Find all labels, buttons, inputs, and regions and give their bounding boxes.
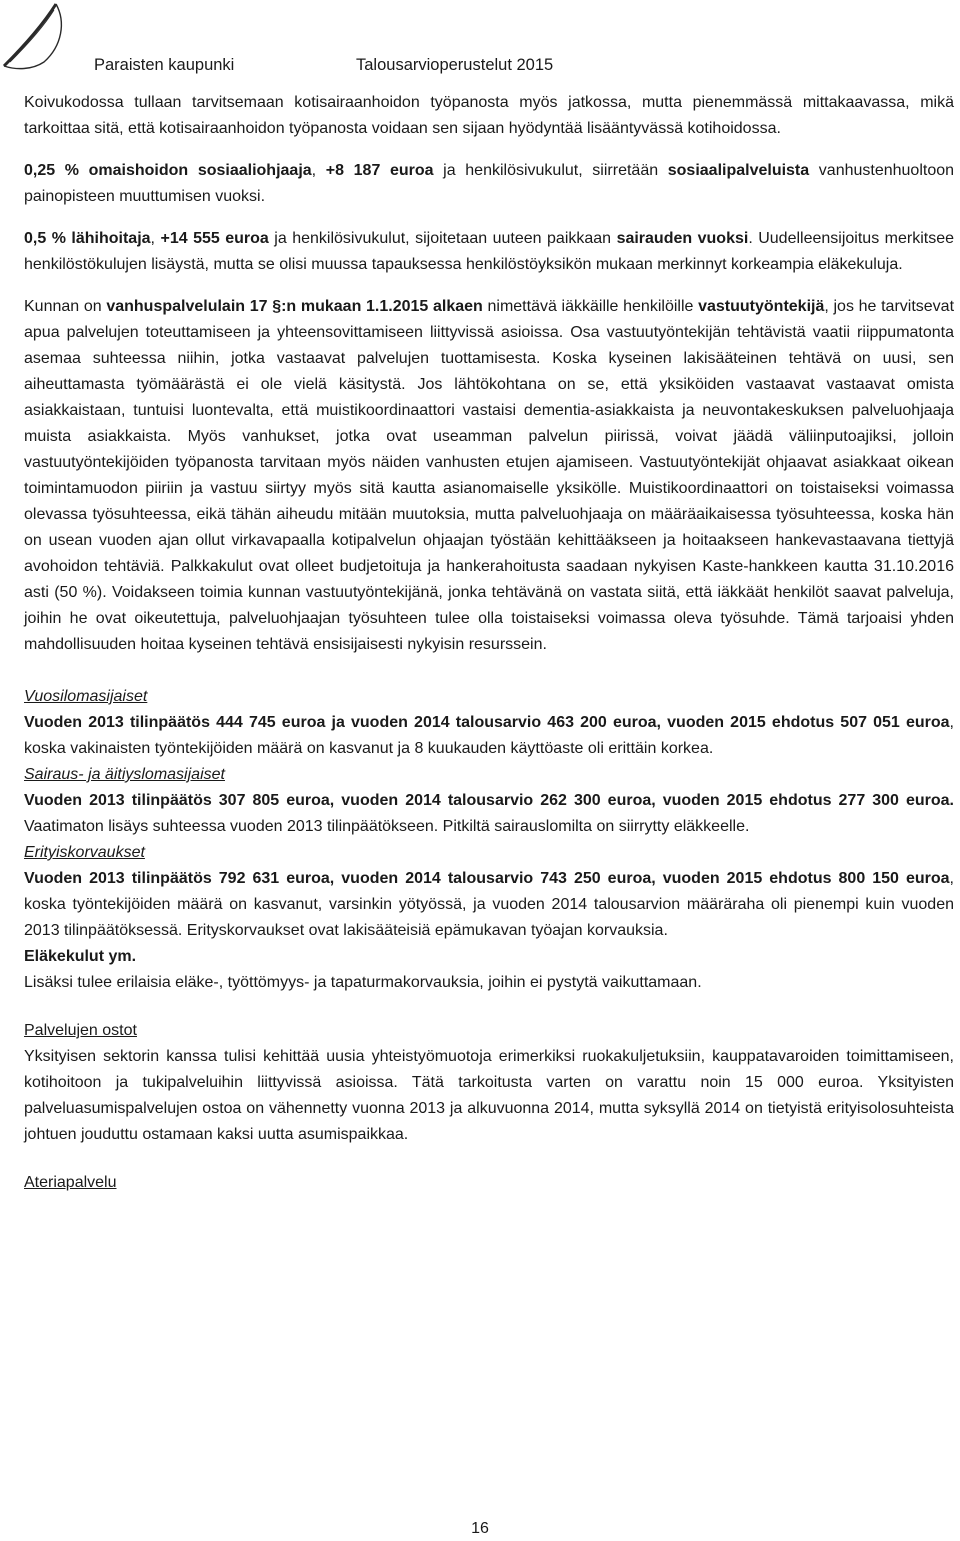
heading-palvelujen-ostot: Palvelujen ostot xyxy=(24,1022,137,1039)
paragraph-palvelujen-ostot: Yksityisen sektorin kanssa tulisi kehittää uusia yhteistyömuotoja erimerkiksi ruokakuljetuksiin, kauppatavaroiden toimittamiseen, kotihoitoon ja tukipalveluihin liittyvissä asioissa. Tätä tarkoitusta varten on varattu noin 15 000 euroa. Yksityisten palveluasumispalvelujen ostoa on vähennetty vuonna 2013 ja alkuvuonna 2014, mutta syksyllä 2014 on tietyistä erityisolosuhteista johtuen jouduttu ostamaan kaksi uutta asumispaikkaa. xyxy=(24,1048,954,1143)
paragraph-erityiskorvaukset: Vuoden 2013 tilinpäätös 792 631 euroa, vuoden 2014 talousarvio 743 250 euroa, vuoden 2015 ehdotus 800 150 euroa, koska työntekijöiden määrä on kasvanut, varsinkin yötyössä, ja vuoden 2014 talousarvion määräraha oli pienempi kuin vuoden 2013 tilinpäätöksessä. Erityskorvaukset ovat lakisääteisiä epämukavan työajan korvauksia. xyxy=(24,870,954,939)
paragraph-omaishoidon-sosiaaliohjaaja: 0,25 % omaishoidon sosiaaliohjaaja, +8 187 euroa ja henkilösivukulut, siirretään sosiaalipalveluista vanhustenhuoltoon painopisteen muuttumisen vuoksi. xyxy=(24,162,955,205)
document-body xyxy=(24,90,954,1196)
heading-erityiskorvaukset: Erityiskorvaukset xyxy=(24,844,145,861)
city-logo xyxy=(0,0,70,72)
page-number: 16 xyxy=(471,1520,489,1537)
paragraph-koivukoto: Koivukodossa tullaan tarvitsemaan kotisairaanhoidon työpanosta myös jatkossa, mutta pienemmässä mittakaavassa, mikä tarkoittaa sitä, että kotisairaanhoidon työpanosta voidaan sen sijaan hyödyntää lisääntyvässä kotihoidossa. xyxy=(24,94,954,137)
paragraph-lahihoitaja: 0,5 % lähihoitaja, +14 555 euroa ja henkilösivukulut, sijoitetaan uuteen paikkaan sairauden vuoksi. Uudelleensijoitus merkitsee henkilöstökulujen lisäystä, mutta se olisi muussa tapauksessa henkilöstöyksikön mukaan merkinnyt korkeampia eläkekuluja. xyxy=(24,230,955,273)
heading-elakekulut: Eläkekulut ym. xyxy=(24,948,137,965)
header-municipality: Paraisten kaupunki xyxy=(94,56,235,74)
paragraph-vuosilomasijaiset: Vuoden 2013 tilinpäätös 444 745 euroa ja vuoden 2014 talousarvio 463 200 euroa, vuoden 2015 ehdotus 507 051 euroa, koska vakinaisten työntekijöiden määrä on kasvanut ja 8 kuukauden käyttöaste oli erittäin korkea. xyxy=(24,714,954,757)
paragraph-vastuutyontekija: Kunnan on vanhuspalvelulain 17 §:n mukaan 1.1.2015 alkaen nimettävä iäkkäille henkilöille vastuutyöntekijä, jos he tarvitsevat apua palvelujen toteuttamiseen ja yhteensovittamiseen liittyvissä asioissa. Osa vastuutyöntekijän tehtävistä vaatii riippumatonta asemaa suhteessa niihin, jotka vastaavat palvelujen tuottamisesta. Koska kyseinen lakisääteinen tehtävä on uusi, sen aiheuttamasta työmäärästä ei ole vielä käsitystä. Jos lähtökohtana on se, että yksiköiden vastaavat vastaavat omista asiakkaistaan, tuntuisi luontevalta, että muistikoordinaattori vastaisi dementia-asiakkaista ja neuvontakeskuksen palveluohjaaja muista asiakkaista. Myös vanhukset, jotka ovat useamman palvelun piirissä, voivat jäädä väliinputoajiksi, jolloin vastuutyöntekijöiden työpanosta tarvitaan myös näiden vanhusten etujen ajamiseen. Vastuutyöntekijät ohjaavat asiakkaat oikean toimintamuodon piiriin ja vastuu siirtyy myös sitä kautta asianomaiselle yksikölle. Muistikoordinaattori on toistaiseksi voimassa olevassa työsuhteessa, eikä tähän aiheudu mitään muutoksia, mutta palveluohjaaja on määräaikaisessa työsuhteessa, koska hän on usean vuoden ajan ollut virkavapaalla kotipalvelun ohjaajan työstään kehittääkseen ja hoitaakseen hankevastaavana tiettyjä avohoidon tehtäviä. Palkkakulut ovat olleet budjetoituja ja hankerahoitusta saadaan nykyisen Kaste-hankkeen kautta 31.10.2016 asti (50 %). Voidakseen toimia kunnan vastuutyöntekijänä, jonka tehtävänä on vastata siitä, että iäkkäät henkilöt saavat palveluja, joihin he ovat oikeutettuja, palveluohjaajan työsuhteen tulee olla toistaiseksi voimassa oleva työsuhde. Tämä tarjoaisi yhden mahdollisuuden hoitaa kyseinen tehtävä ensisijaisesti nykyisin resurssein. xyxy=(24,298,955,653)
heading-vuosilomasijaiset: Vuosilomasijaiset xyxy=(24,688,148,705)
header-document-title: Talousarvioperustelut 2015 xyxy=(356,56,554,74)
paragraph-elakekulut: Lisäksi tulee erilaisia eläke-, työttömyys- ja tapaturmakorvauksia, joihin ei pystytä vaikuttamaan. xyxy=(24,974,702,991)
paragraph-sairaus-aitiyslomasijaiset: Vuoden 2013 tilinpäätös 307 805 euroa, vuoden 2014 talousarvio 262 300 euroa, vuoden 2015 ehdotus 277 300 euroa. Vaatimaton lisäys suhteessa vuoden 2013 tilinpäätökseen. Pitkiltä sairauslomilta on siirrytty eläkkeelle. xyxy=(24,792,954,835)
heading-sairaus-aitiyslomasijaiset: Sairaus- ja äitiyslomasijaiset xyxy=(24,766,225,783)
heading-ateriapalvelu: Ateriapalvelu xyxy=(24,1174,117,1191)
